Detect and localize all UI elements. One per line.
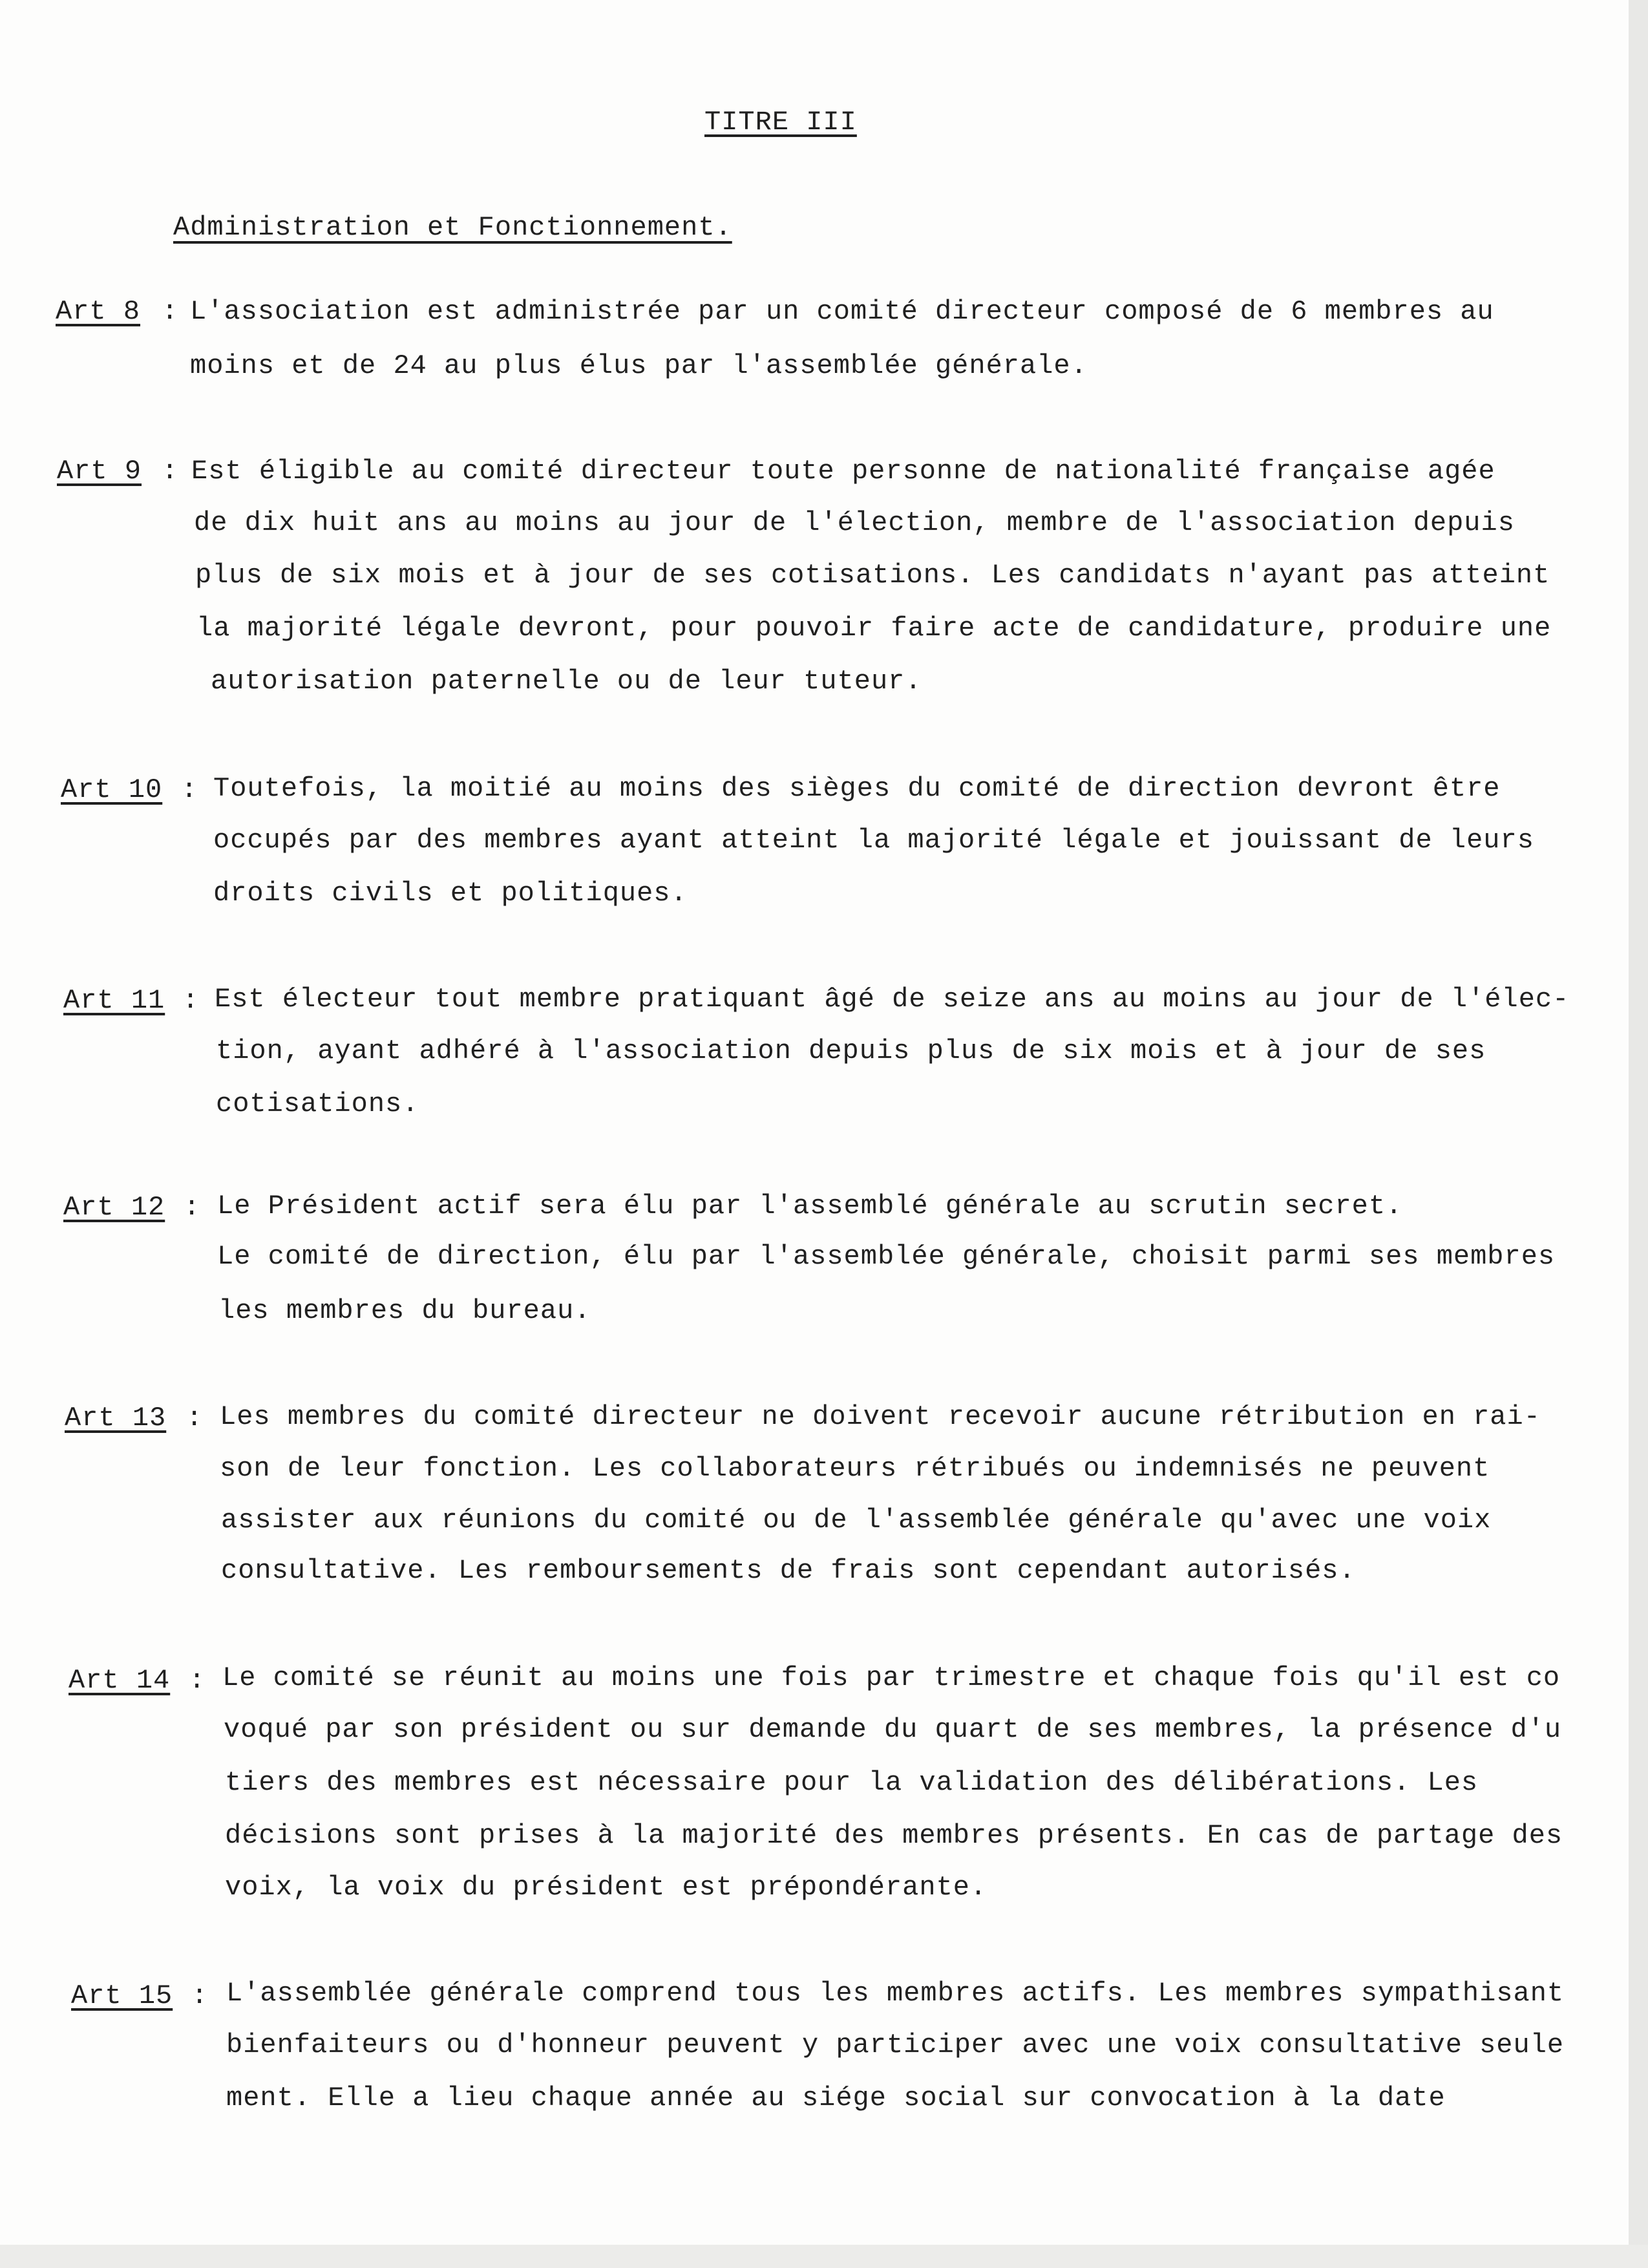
article-text-line: L'association est administrée par un comité directeur composé de 6 membres au <box>190 296 1494 327</box>
article-text-line: tiers des membres est nécessaire pour la validation des délibérations. Les <box>225 1767 1479 1798</box>
article-text-line: cotisations. <box>216 1088 419 1119</box>
article-text-line: tion, ayant adhéré à l'association depuis plus de six mois et à jour de ses <box>216 1035 1486 1066</box>
article-separator: : <box>182 985 200 1016</box>
article-text-line: occupés par des membres ayant atteint la majorité légale et jouissant de leurs <box>213 825 1534 856</box>
article-separator: : <box>181 774 198 805</box>
article-label: Art 13 <box>65 1403 167 1434</box>
article-text-line: plus de six mois et à jour de ses cotisations. Les candidats n'ayant pas atteint <box>195 560 1550 591</box>
article-label: Art 15 <box>71 1980 173 2011</box>
article-text-line: Le comité de direction, élu par l'assemblée générale, choisit parmi ses membres <box>217 1241 1556 1272</box>
article-text-line: Toutefois, la moitié au moins des sièges du comité de direction devront être <box>213 773 1501 804</box>
article-label: Art 10 <box>61 774 163 805</box>
article-text-line: la majorité légale devront, pour pouvoir faire acte de candidature, produire une <box>196 613 1552 644</box>
article-text-line: décisions sont prises à la majorité des membres présents. En cas de partage des <box>225 1820 1563 1851</box>
article-text-line: son de leur fonction. Les collaborateurs rétribués ou indemnisés ne peuvent <box>220 1453 1490 1484</box>
article-text-line: Le Président actif sera élu par l'assemblé générale au scrutin secret. <box>217 1191 1403 1222</box>
article-text-line: de dix huit ans au moins au jour de l'élection, membre de l'association depuis <box>194 507 1515 538</box>
article-separator: : <box>189 1665 206 1696</box>
document-title: TITRE III <box>704 107 857 138</box>
article-text-line: moins et de 24 au plus élus par l'assemblée générale. <box>190 350 1088 381</box>
page-bottom-edge <box>0 2245 1648 2268</box>
article-text-line: Est électeur tout membre pratiquant âgé de seize ans au moins au jour de l'élec- <box>215 984 1570 1015</box>
article-text-line: L'assemblée générale comprend tous les membres actifs. Les membres sympathisant <box>226 1978 1565 2009</box>
article-text-line: autorisation paternelle ou de leur tuteur. <box>211 666 922 697</box>
article-text-line: voqué par son président ou sur demande du quart de ses membres, la présence d'u <box>224 1714 1562 1745</box>
article-text-line: Le comité se réunit au moins une fois par trimestre et chaque fois qu'il est co <box>222 1662 1561 1693</box>
article-text-line: Est éligible au comité directeur toute personne de nationalité française agée <box>191 456 1495 487</box>
article-separator: : <box>162 456 179 487</box>
article-text-line: Les membres du comité directeur ne doivent recevoir aucune rétribution en rai- <box>220 1401 1541 1432</box>
article-text-line: voix, la voix du président est prépondérante. <box>225 1872 988 1903</box>
article-separator: : <box>191 1980 209 2011</box>
section-heading: Administration et Fonctionnement. <box>173 212 732 243</box>
page-edge-shadow <box>1629 0 1648 2268</box>
article-separator: : <box>162 296 179 327</box>
article-label: Art 11 <box>63 985 165 1016</box>
article-label: Art 12 <box>63 1192 165 1223</box>
article-label: Art 9 <box>57 456 142 487</box>
article-label: Art 8 <box>56 296 141 327</box>
article-text-line: consultative. Les remboursements de frais sont cependant autorisés. <box>221 1555 1356 1586</box>
article-text-line: les membres du bureau. <box>218 1295 591 1326</box>
article-label: Art 14 <box>69 1665 171 1696</box>
article-text-line: droits civils et politiques. <box>213 878 688 909</box>
article-separator: : <box>186 1403 204 1434</box>
article-text-line: assister aux réunions du comité ou de l'assemblée générale qu'avec une voix <box>221 1505 1492 1536</box>
article-text-line: ment. Elle a lieu chaque année au siége social sur convocation à la date <box>226 2083 1446 2114</box>
article-text-line: bienfaiteurs ou d'honneur peuvent y participer avec une voix consultative seule <box>226 2030 1565 2061</box>
article-separator: : <box>184 1192 201 1223</box>
